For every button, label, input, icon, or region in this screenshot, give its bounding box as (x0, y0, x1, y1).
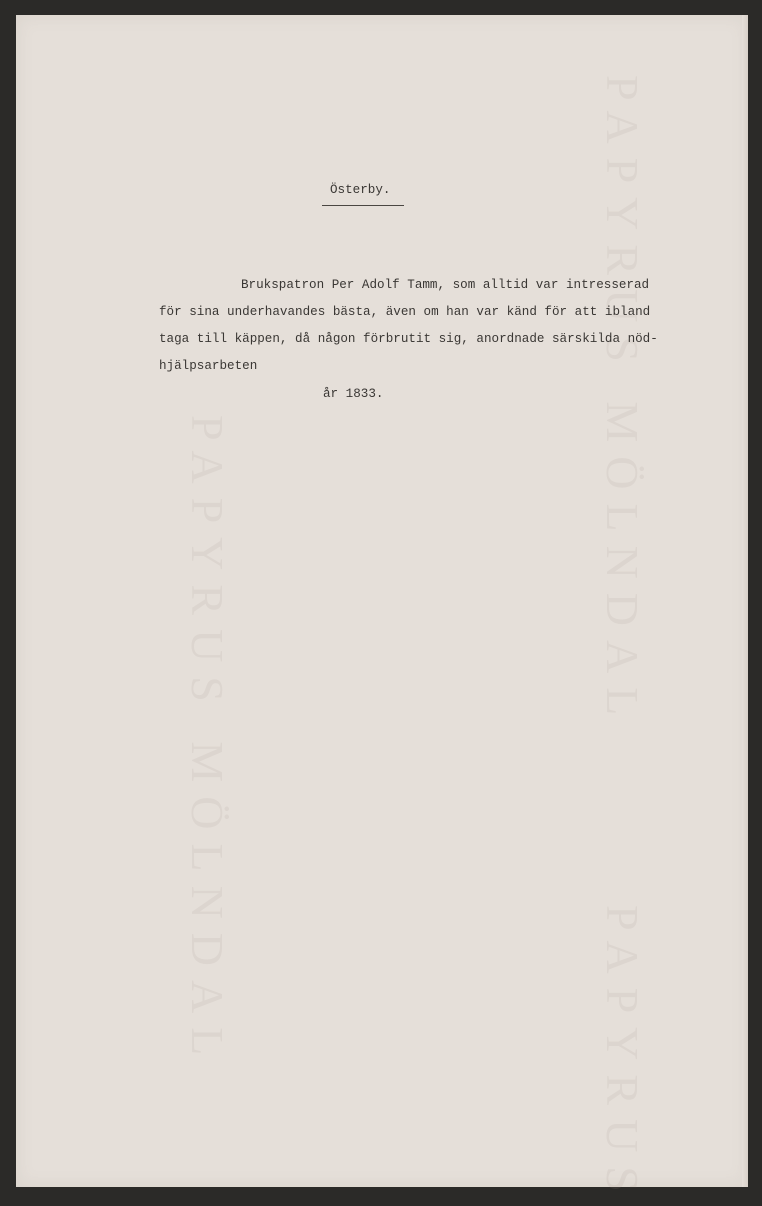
year-line: år 1833. (323, 387, 384, 401)
watermark-left: PAPYRUS MÖLNDAL (182, 415, 233, 1070)
document-heading: Österby. (330, 183, 391, 197)
document-page (16, 15, 748, 1206)
heading-underline (322, 205, 404, 206)
body-line-2: för sina underhavandes bästa, även om han var känd för att ibland (159, 305, 651, 319)
body-line-3: taga till käppen, då någon förbrutit sig, anordnade särskilda nöd- (159, 332, 658, 346)
page-edge-shading (742, 15, 748, 1187)
watermark-right-bottom: PAPYRUS (597, 905, 648, 1206)
watermark-right-top: PAPYRUS MÖLNDAL (597, 75, 648, 730)
body-line-4: hjälpsarbeten (159, 359, 258, 373)
body-line-1: Brukspatron Per Adolf Tamm, som alltid var intresserad (241, 278, 650, 292)
